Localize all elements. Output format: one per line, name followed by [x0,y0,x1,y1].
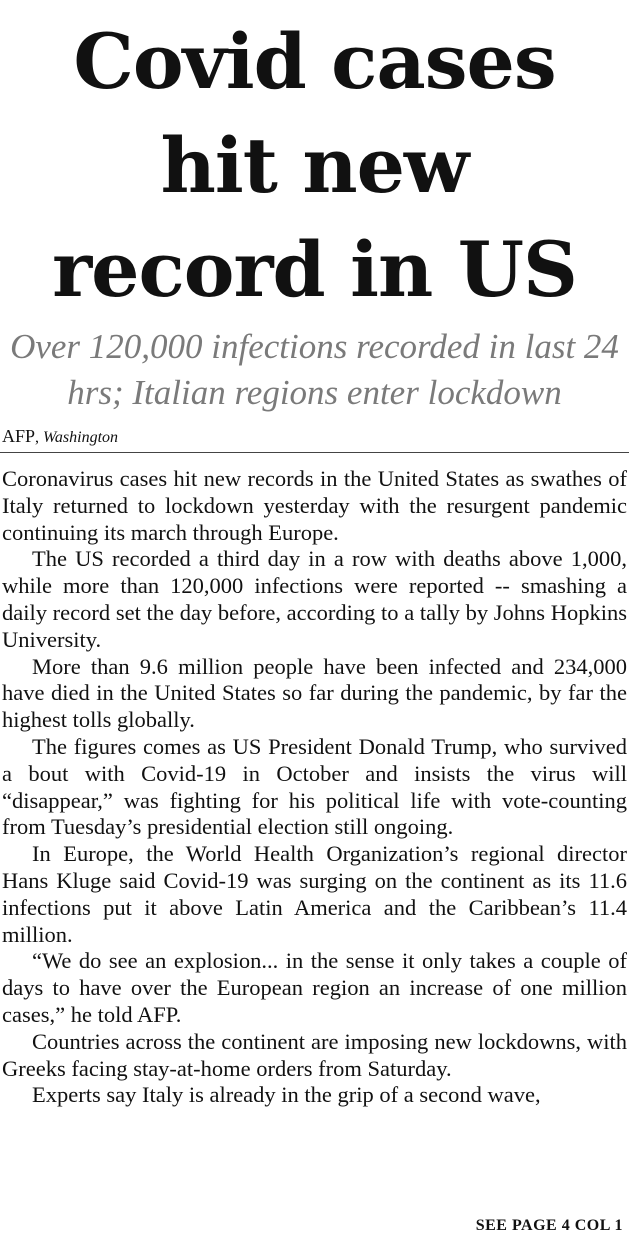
paragraph: The US recorded a third day in a row with deaths above 1,000, while more than 120,000 infections were reported -- smashing a daily record set the day before, according to a tally by Johns Hopkins University. [2,546,627,652]
article-body [2,466,627,1109]
paragraph: “We do see an explosion... in the sense it only takes a couple of days to have over the European region an increase of one million cases,” he told AFP. [2,948,627,1027]
byline-place: Washington [43,429,119,446]
paragraph: The figures comes as US President Donald Trump, who survived a bout with Covid-19 in October and insists the virus will “disappear,” was fighting for his political life with vote-counting from Tuesday’s presidential election still ongoing. [2,733,627,840]
byline-agency: AFP [2,426,36,446]
headline-line-1: Covid cases [73,17,556,106]
paragraph: More than 9.6 million people have been infected and 234,000 have died in the United States so far during the pandemic, by far the highest tolls globally. [2,653,627,733]
paragraph: Experts say Italy is already in the grip of a second wave, [32,1082,541,1108]
headline-line-2: hit new [160,121,469,210]
byline-rule [0,452,629,453]
continuation-jump-line: SEE PAGE 4 COL 1 [475,1217,623,1234]
headline-line-3: record in US [52,225,577,314]
paragraph: Countries across the continent are imposing new lockdowns, with Greeks facing stay-at-home orders from Saturday. [2,1028,627,1081]
paragraph: Coronavirus cases hit new records in the United States as swathes of Italy returned to lockdown yesterday with the resurgent pandemic continuing its march through Europe. [2,466,627,545]
byline-separator: , [35,429,40,446]
byline [2,426,629,450]
headline [0,10,629,322]
paragraph: In Europe, the World Health Organization’s regional director Hans Kluge said Covid-19 was surging on the continent as its 11.6 infections put it above Latin America and the Caribbean’s 11.4 million. [2,841,627,947]
subheadline: Over 120,000 infections recorded in last 24 hrs; Italian regions enter lockdown [10,327,619,412]
